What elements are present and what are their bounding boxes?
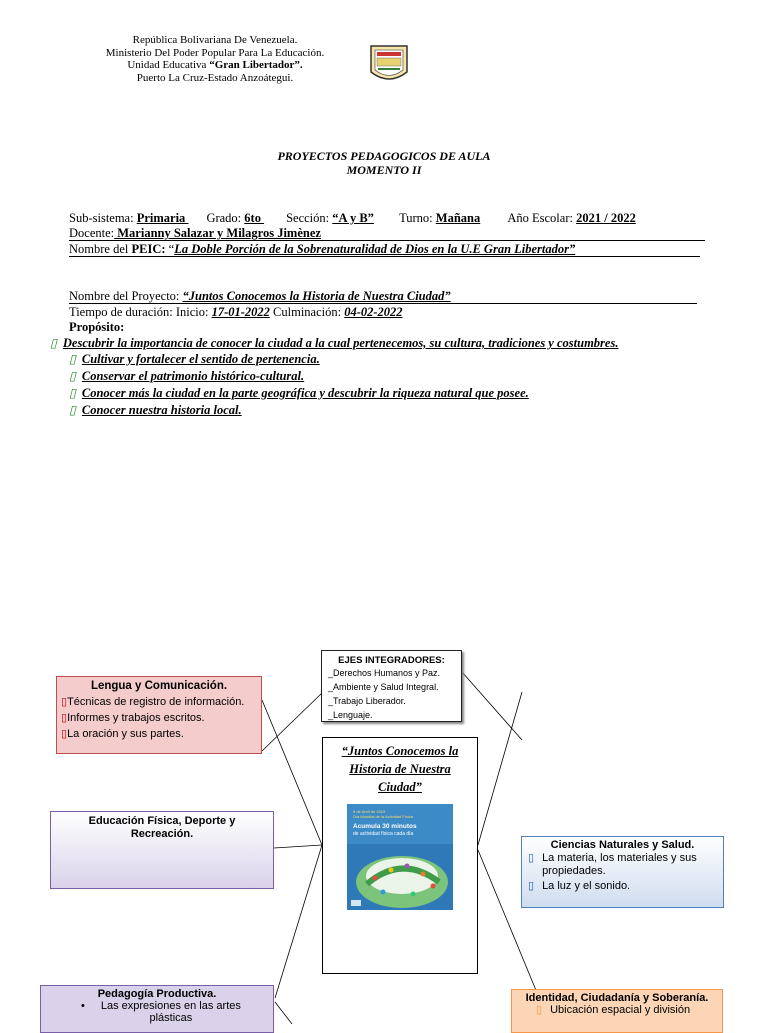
docente-value: Marianny Salazar y Milagros Jimènez: [114, 226, 321, 240]
activity-poster-image: [347, 804, 453, 910]
bullet-icon: ▯: [69, 369, 76, 383]
end-label: Culminación:: [269, 305, 345, 319]
connector-line: [275, 1002, 292, 1024]
ciencias-item: [528, 852, 717, 878]
lengua-title: Lengua y Comunicación.: [90, 680, 228, 692]
ciencias-title: Ciencias Naturales y Salud.: [550, 839, 695, 851]
educacion-title: Educación Física, Deporte y Recreación.: [88, 815, 236, 840]
poster-headline: Acumula 30 minutos: [353, 823, 417, 830]
subsistema-label: Sub-sistema:: [69, 211, 137, 225]
proposito-label-text: Propósito:: [69, 320, 125, 334]
ejes-title-text: EJES INTEGRADORES: [338, 655, 442, 666]
start-date: 17-01-2022: [211, 305, 270, 319]
grado-value: 6to: [244, 211, 265, 225]
grado-label: Grado:: [206, 211, 245, 225]
identidad-item-text: Ubicación espacial y división: [550, 1004, 691, 1016]
lengua-item-text: Informes y trabajos escritos.: [67, 712, 205, 724]
objective-text: Cultivar y fortalecer el sentido de pertenencia.: [81, 352, 320, 366]
objective-text: Conocer nuestra historia local.: [81, 403, 242, 417]
header-line-2: Ministerio Del Poder Popular Para La Educación.: [105, 46, 325, 59]
ejes-item: _Derechos Humanos y Paz.: [328, 668, 441, 678]
docente-label: Docente:: [69, 226, 115, 240]
ejes-item: _Trabajo Liberador.: [328, 696, 406, 706]
project-name-value: “Juntos Conocemos la Historia de Nuestra Ciudad”: [182, 289, 451, 303]
poster-text: de actividad física cada día: [353, 831, 414, 837]
bullet-icon: ▯: [69, 352, 76, 366]
duration-label: Tiempo de duración: Inicio:: [69, 305, 212, 319]
ejes-item: _Lenguaje.: [328, 710, 373, 720]
lengua-comunicacion-box: [56, 676, 262, 754]
ciencias-item-text: La luz y el sonido.: [542, 880, 631, 892]
center-title: “Juntos Conocemos la Historia de Nuestra Ciudad”: [341, 744, 459, 794]
ciencias-item-text: La materia, los materiales y sus propiedades.: [542, 852, 697, 877]
peic-label: PEIC:: [131, 242, 166, 256]
poster-date: 6 de Abril de 2019: [353, 809, 386, 814]
educacion-fisica-box: [50, 811, 274, 889]
bullet-icon: ▯: [69, 386, 76, 400]
title-line-2: MOMENTO II: [346, 163, 422, 177]
anio-label: Año Escolar:: [507, 211, 577, 225]
subsistema-value: Primaria: [136, 211, 189, 225]
lengua-item-text: Técnicas de registro de información.: [67, 696, 245, 708]
poster-subtitle: Día Mundial de la Actividad Física: [353, 814, 414, 819]
objective-text: Conocer más la ciudad en la parte geográfica y descubrir la riqueza natural que posee.: [81, 386, 529, 400]
project-center-box: [322, 737, 478, 974]
bullet-dot-icon: •: [81, 1000, 85, 1012]
bullet-square-icon: ▯: [528, 880, 535, 892]
identidad-item: [516, 1004, 718, 1017]
project-name-label: Nombre del Proyecto:: [69, 289, 183, 303]
ciencias-naturales-box: [521, 836, 724, 908]
anio-value: 2021 / 2022: [576, 211, 636, 225]
seccion-label: Sección:: [286, 211, 333, 225]
pedagogia-title: Pedagogía Productiva.: [97, 988, 217, 1000]
identidad-title: Identidad, Ciudadanía y Soberanía.: [525, 992, 709, 1004]
ejes-item: _Ambiente y Salud Integral.: [328, 682, 439, 692]
connector-line: [274, 845, 322, 848]
title-line-1: PROYECTOS PEDAGOGICOS DE AULA: [277, 149, 491, 163]
bullet-square-icon: ▯: [536, 1004, 543, 1016]
pedagogia-item-text: Las expresiones en las artes plásticas: [100, 1000, 241, 1024]
pedagogia-productiva-box: [40, 985, 274, 1033]
peic-value: La Doble Porción de la Sobrenaturalidad de Dios en la U.E Gran Libertador”: [174, 242, 576, 256]
pedagogia-item: [47, 1000, 267, 1024]
lengua-item: ▯Técnicas de registro de información.: [61, 696, 245, 708]
turno-value: Mañana: [435, 211, 481, 225]
lengua-item: ▯La oración y sus partes.: [61, 728, 184, 740]
objective-text: Conservar el patrimonio histórico-cultural.: [81, 369, 305, 383]
end-date: 04-02-2022: [344, 305, 403, 319]
connector-line: [275, 845, 322, 998]
peic-quote: “: [165, 242, 175, 256]
connector-line: [462, 672, 522, 740]
header-line-3-prefix: Unidad Educativa: [127, 59, 210, 71]
turno-label: Turno:: [399, 211, 436, 225]
bullet-icon: ▯: [50, 336, 57, 350]
lengua-item: ▯Informes y trabajos escritos.: [61, 712, 205, 724]
identidad-box: [511, 989, 723, 1033]
proposito-text: Descubrir la importancia de conocer la ciudad a la cual pertenecemos, su cultura, tradiciones y costumbres.: [62, 336, 619, 350]
ciencias-item: [528, 880, 717, 893]
seccion-value: “A y B”: [332, 211, 374, 225]
bullet-square-icon: ▯: [528, 852, 535, 864]
lengua-item-text: La oración y sus partes.: [67, 728, 184, 740]
school-name: “Gran Libertador”.: [209, 59, 303, 71]
ejes-integradores-box: [321, 650, 462, 722]
header-line-1: República Bolivariana De Venezuela.: [132, 34, 298, 46]
ejes-title: EJES INTEGRADORES:: [338, 655, 445, 666]
header-line-4: Puerto La Cruz-Estado Anzoátegui.: [136, 71, 294, 84]
bullet-icon: ▯: [69, 403, 76, 417]
peic-label-pre: Nombre del: [69, 242, 132, 256]
